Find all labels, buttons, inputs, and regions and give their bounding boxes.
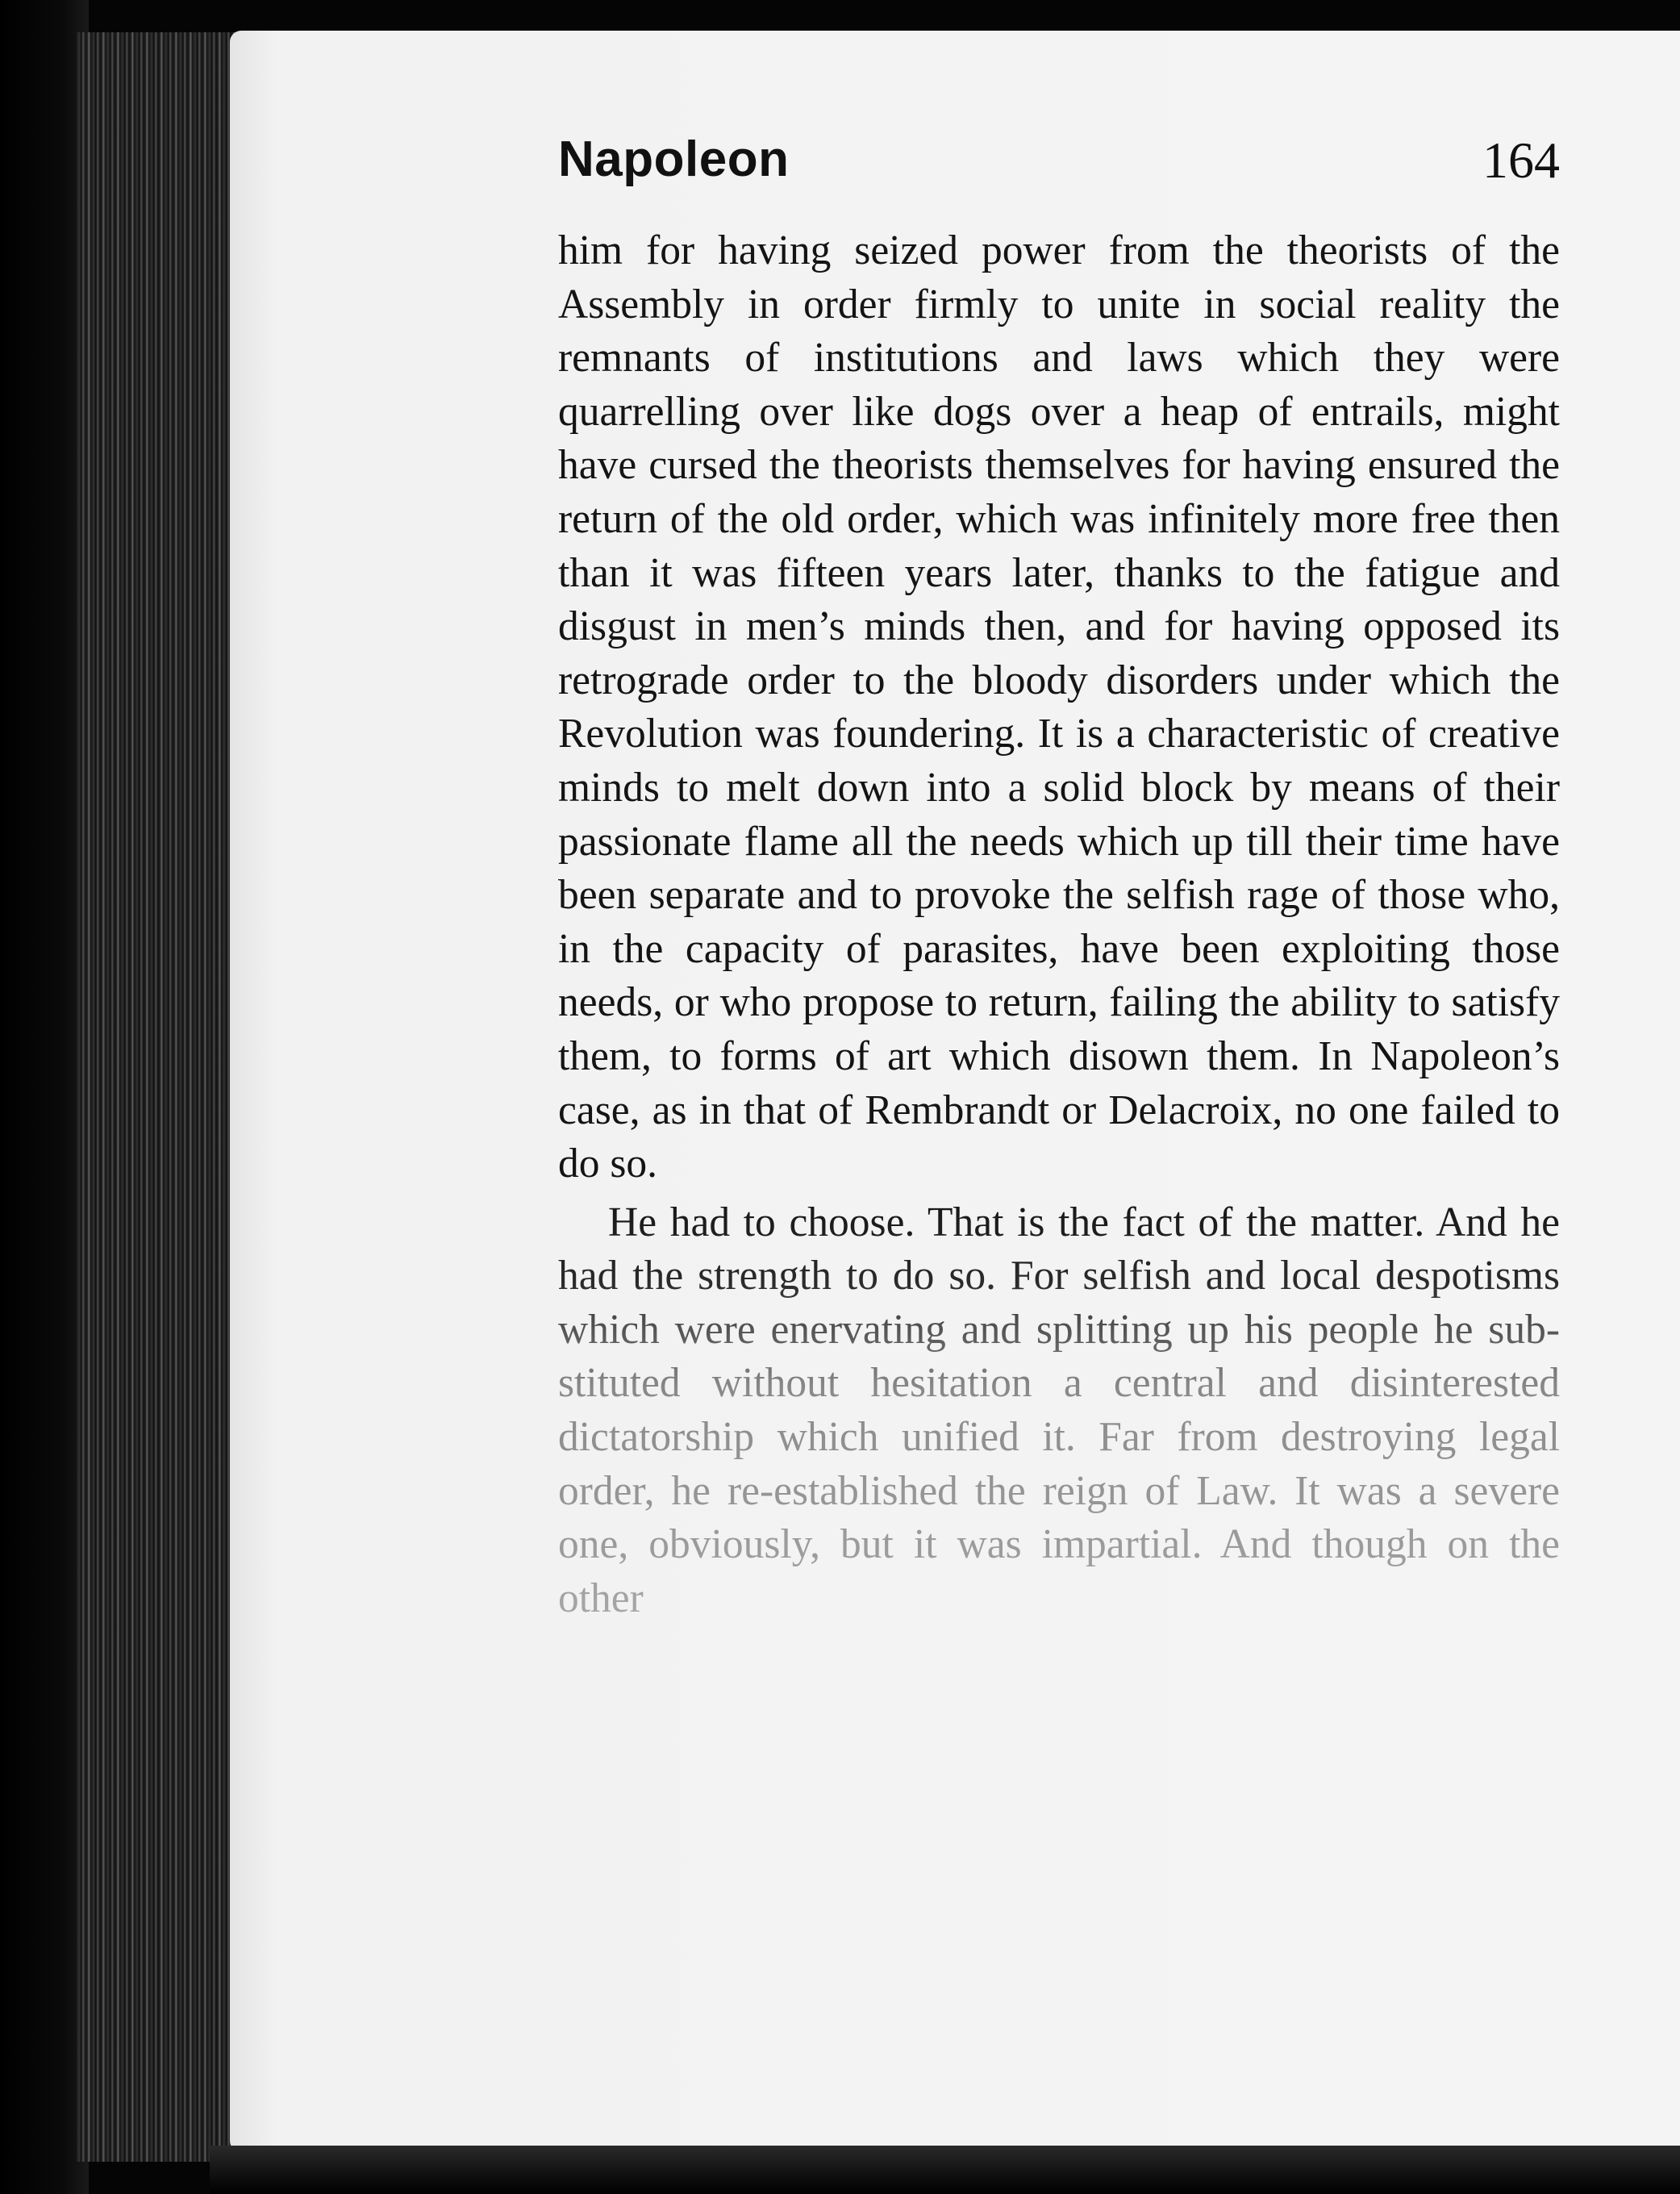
book-fore-edge	[77, 32, 246, 2162]
page-number: 164	[1482, 131, 1560, 189]
paragraph: He had to choose. That is the fact of the matter. And he had the strength to do so. For selfish and local despotisms which were enervating and splitting up his people he substituted without hesitation a central and disinterested dictatorship which unified it. Far from destroying legal order, he re-established the reign of Law. It was a severe one, obviously, but it was impartial. And though on the other	[558, 1196, 1560, 1626]
page-header	[558, 131, 1560, 203]
background-shadow	[0, 0, 89, 2194]
body-text	[558, 224, 1560, 1625]
book-bottom-edge	[210, 2146, 1680, 2194]
paragraph: him for having seized power from the theorists of the Assembly in order firmly to unite in social reality the remnants of institutions and laws which they were quarrelling over like dogs over a heap of entrails, might have cursed the theorists themselves for having ensured the return of the old order, which was infinitely more free then than it was fifteen years later, thanks to the fatigue and disgust in men’s minds then, and for having opposed its retrograde order to the bloody disorders under which the Revolution was foundering. It is a characteristic of creative minds to melt down into a solid block by means of their passionate flame all the needs which up till their time have been separate and to provoke the selfish rage of those who, in the capacity of parasites, have been exploiting those needs, or who propose to return, failing the ability to satisfy them, to forms of art which disown them. In Napoleon’s case, as in that of Rembrandt or Delacroix, no one failed to do so.	[558, 227, 1560, 1187]
running-head: Napoleon	[558, 131, 790, 187]
